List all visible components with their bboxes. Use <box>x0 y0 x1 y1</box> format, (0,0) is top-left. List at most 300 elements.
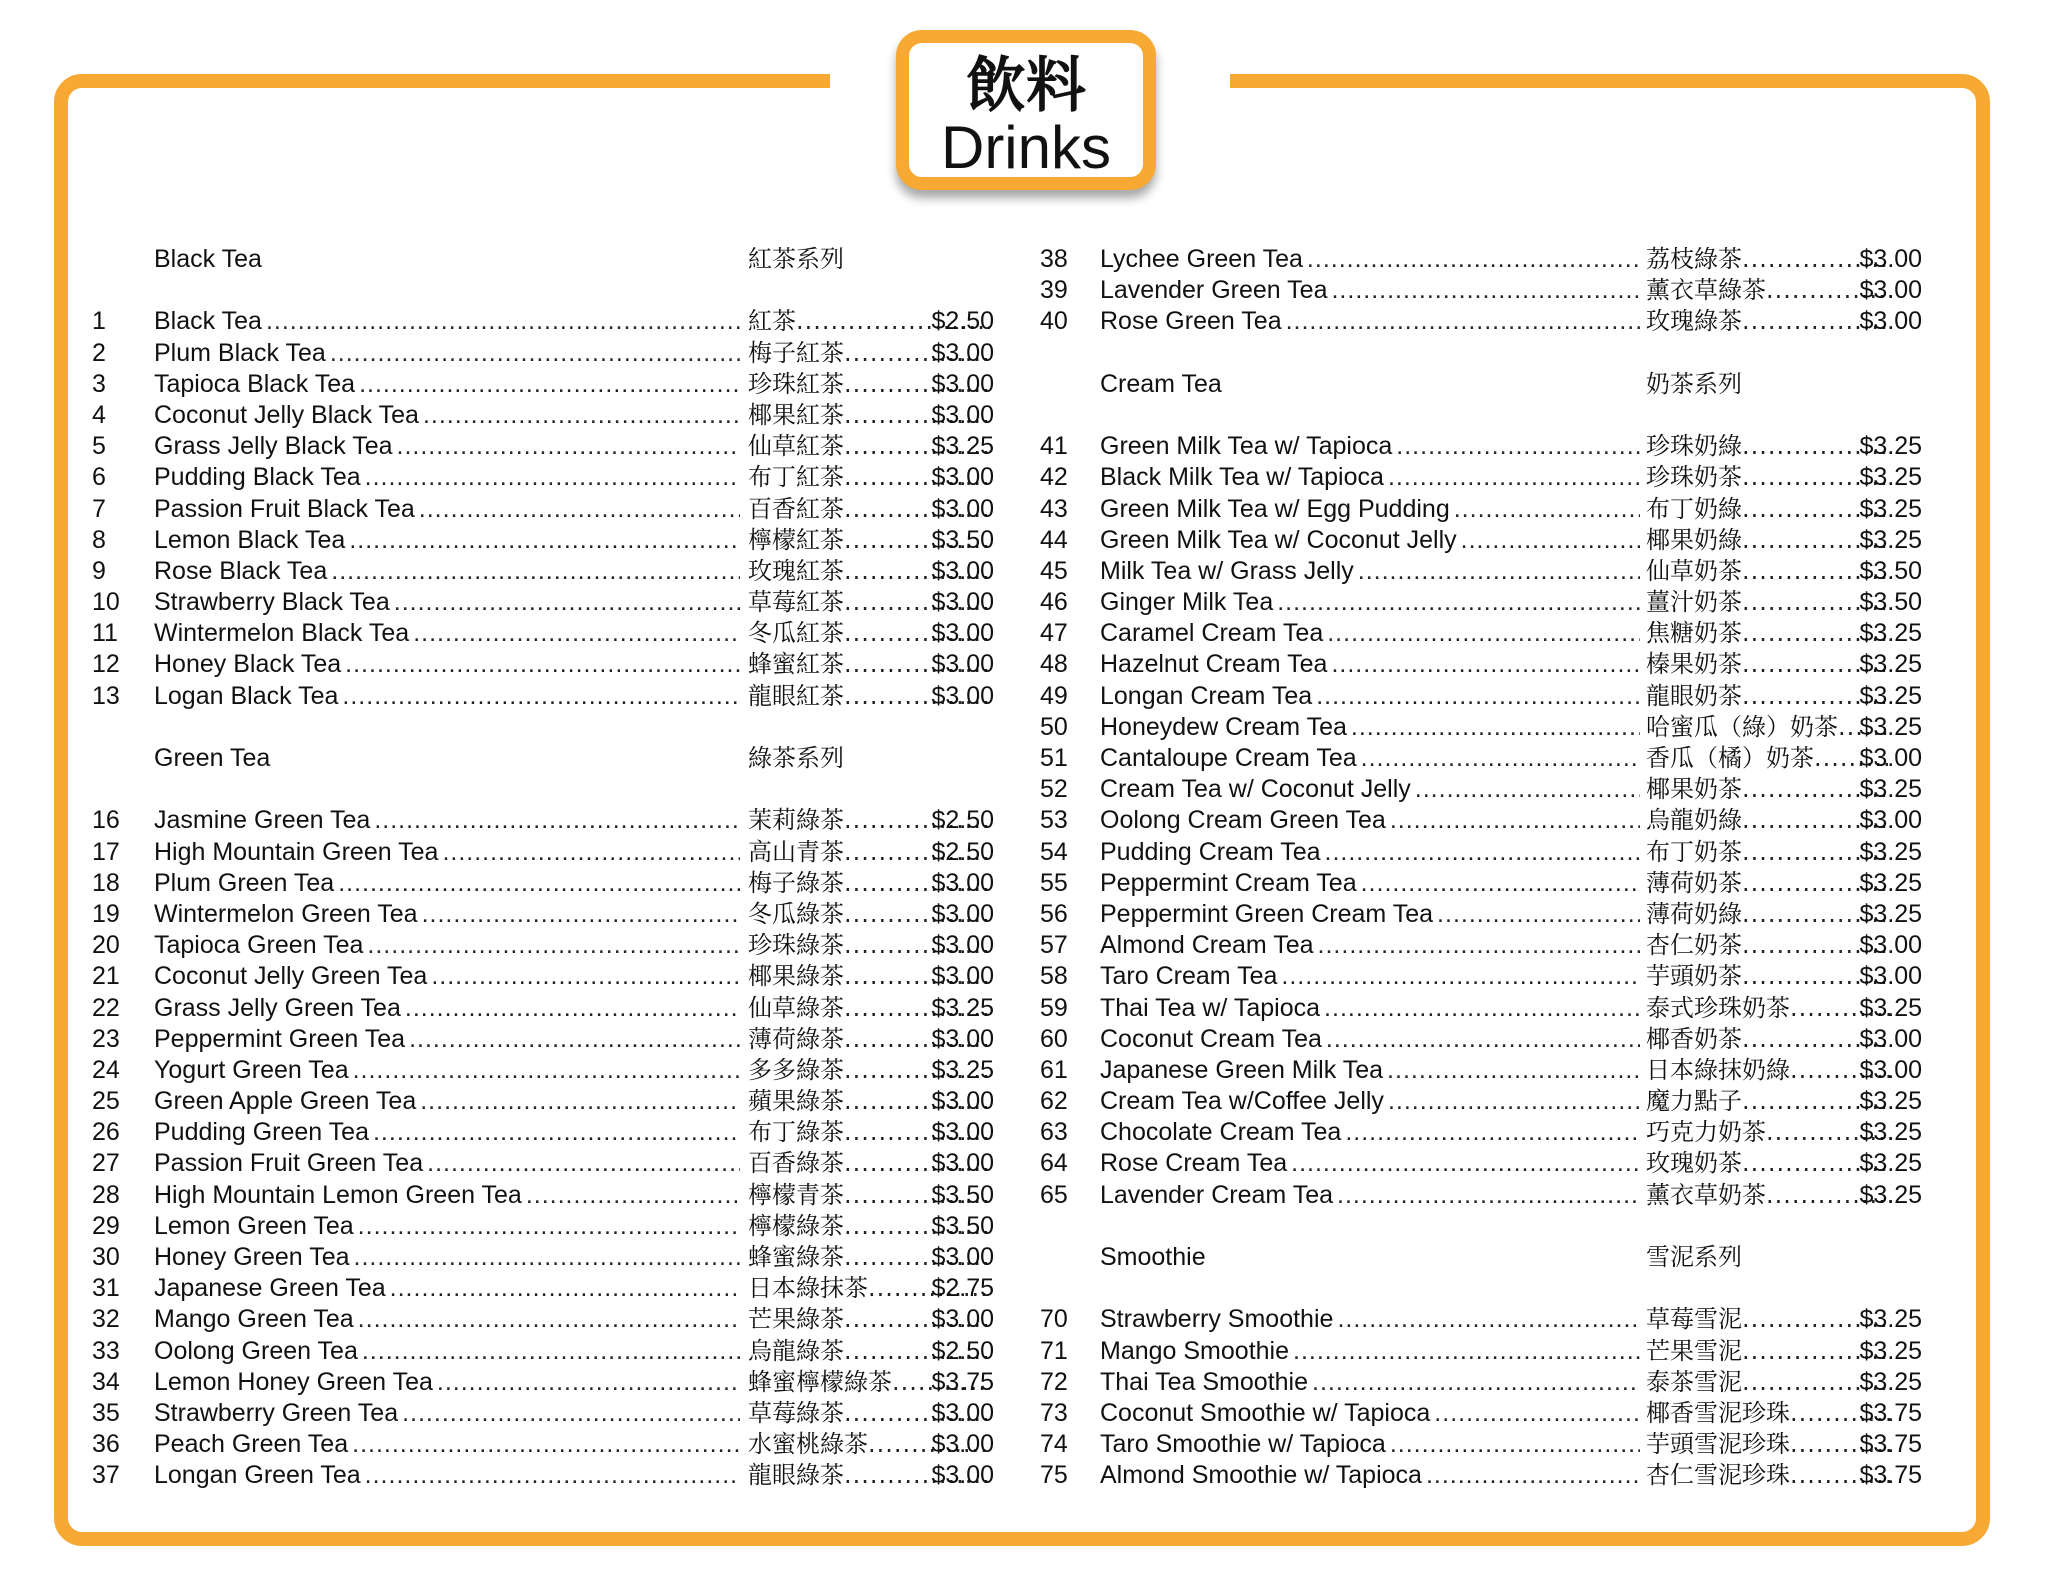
item-name: High Mountain Green Tea <box>154 837 439 866</box>
section-header <box>92 244 982 306</box>
item-name-with-leader <box>154 1336 740 1367</box>
item-number: 48 <box>1040 650 1068 679</box>
dot-leader <box>362 1336 740 1367</box>
item-name-with-leader <box>1100 431 1640 462</box>
item-chinese-name: 龍眼紅茶 <box>748 681 844 710</box>
item-name: Logan Black Tea <box>154 681 339 710</box>
item-chinese-with-leader <box>1646 868 1892 899</box>
menu-item <box>92 306 994 337</box>
item-name-with-leader <box>1100 1336 1640 1367</box>
item-chinese-name: 魔力點子 <box>1646 1087 1742 1116</box>
item-chinese-name: 椰果紅茶 <box>748 400 844 429</box>
item-name: Strawberry Green Tea <box>154 1398 399 1427</box>
section-title-chinese: 綠茶系列 <box>748 744 844 773</box>
item-name-with-leader <box>1100 1429 1640 1460</box>
item-price: $3.25 <box>1859 775 1922 804</box>
item-price: $3.00 <box>931 463 994 492</box>
menu-item <box>92 1117 994 1148</box>
item-chinese-name: 椰果奶茶 <box>1646 775 1742 804</box>
item-chinese-with-leader <box>1646 618 1892 649</box>
item-price: $3.00 <box>1859 1055 1922 1084</box>
item-name-with-leader <box>1100 275 1640 306</box>
item-number: 50 <box>1040 712 1068 741</box>
item-chinese-name: 珍珠綠茶 <box>748 931 844 960</box>
item-chinese-name: 哈蜜瓜（綠）奶茶 <box>1646 712 1838 741</box>
item-name-with-leader <box>154 525 740 556</box>
item-number: 55 <box>1040 868 1068 897</box>
item-chinese-name: 薄荷綠茶 <box>748 1024 844 1053</box>
item-name-with-leader <box>154 805 740 836</box>
item-chinese-name: 烏龍綠茶 <box>748 1336 844 1365</box>
item-chinese-name: 百香綠茶 <box>748 1149 844 1178</box>
item-price: $3.00 <box>1859 307 1922 336</box>
item-number: 10 <box>92 588 120 617</box>
item-chinese-with-leader <box>1646 1180 1892 1211</box>
item-price: $3.00 <box>931 1087 994 1116</box>
item-name: Rose Green Tea <box>1100 307 1282 336</box>
item-number: 36 <box>92 1430 120 1459</box>
item-chinese-name: 薄荷奶茶 <box>1646 868 1742 897</box>
item-chinese-name: 玫瑰奶茶 <box>1646 1149 1742 1178</box>
item-number: 8 <box>92 525 106 554</box>
dot-leader <box>1291 1148 1640 1179</box>
menu-item <box>1040 1180 1940 1211</box>
item-name: Cream Tea w/Coffee Jelly <box>1100 1087 1384 1116</box>
dot-leader <box>427 1148 740 1179</box>
dot-leader <box>1437 899 1640 930</box>
item-price: $2.75 <box>931 1274 994 1303</box>
item-chinese-name: 冬瓜綠茶 <box>748 899 844 928</box>
item-name: Mango Smoothie <box>1100 1336 1290 1365</box>
dot-leader <box>1327 618 1640 649</box>
menu-item <box>1040 774 1940 805</box>
item-chinese-with-leader <box>1646 462 1892 493</box>
item-name-with-leader <box>1100 1367 1640 1398</box>
item-chinese-name: 布丁紅茶 <box>748 463 844 492</box>
item-chinese-name: 榛果奶茶 <box>1646 650 1742 679</box>
item-chinese-name: 仙草紅茶 <box>748 432 844 461</box>
dot-leader <box>1426 1460 1640 1491</box>
menu-item <box>1040 1117 1940 1148</box>
item-name: Caramel Cream Tea <box>1100 619 1324 648</box>
item-name: Ginger Milk Tea <box>1100 588 1274 617</box>
menu-item <box>1040 1148 1940 1179</box>
menu-item <box>1040 275 1940 306</box>
item-name: Pudding Cream Tea <box>1100 837 1321 866</box>
item-price: $3.25 <box>1859 432 1922 461</box>
item-number: 6 <box>92 463 106 492</box>
dot-leader <box>405 993 740 1024</box>
item-chinese-name: 芋頭雪泥珍珠 <box>1646 1430 1790 1459</box>
item-chinese-with-leader <box>1646 930 1892 961</box>
dot-leader <box>1337 1304 1640 1335</box>
menu-item <box>1040 1086 1940 1117</box>
menu-item <box>92 1398 994 1429</box>
item-number: 27 <box>92 1149 120 1178</box>
item-price: $3.00 <box>1859 931 1922 960</box>
section-header <box>1040 1242 1940 1304</box>
dot-leader <box>1361 743 1640 774</box>
item-name-with-leader <box>1100 712 1640 743</box>
item-chinese-name: 珍珠紅茶 <box>748 369 844 398</box>
item-chinese-with-leader <box>1646 556 1892 587</box>
item-name: Almond Smoothie w/ Tapioca <box>1100 1461 1422 1490</box>
item-chinese-with-leader <box>1646 275 1892 306</box>
menu-item <box>92 961 994 992</box>
menu-item <box>92 556 994 587</box>
item-name-with-leader <box>154 837 740 868</box>
item-chinese-with-leader <box>1646 805 1892 836</box>
item-name-with-leader <box>1100 1148 1640 1179</box>
item-number: 51 <box>1040 744 1068 773</box>
item-name: Black Tea <box>154 307 262 336</box>
menu-column-right <box>1040 244 1940 1492</box>
item-name-with-leader <box>154 1180 740 1211</box>
menu-item <box>92 1242 994 1273</box>
item-name-with-leader <box>1100 587 1640 618</box>
menu-item <box>1040 1367 1940 1398</box>
item-number: 74 <box>1040 1430 1068 1459</box>
dot-leader <box>1286 306 1640 337</box>
item-name-with-leader <box>1100 1398 1640 1429</box>
item-name-with-leader <box>154 899 740 930</box>
item-name-with-leader <box>1100 462 1640 493</box>
item-name: Passion Fruit Black Tea <box>154 494 415 523</box>
item-name-with-leader <box>154 1460 740 1491</box>
item-name: Longan Green Tea <box>154 1461 361 1490</box>
dot-leader <box>373 1117 740 1148</box>
menu-item <box>92 1086 994 1117</box>
item-chinese-with-leader <box>1646 1336 1892 1367</box>
item-price: $3.25 <box>1859 494 1922 523</box>
item-name-with-leader <box>1100 618 1640 649</box>
item-price: $3.75 <box>1859 1461 1922 1490</box>
item-number: 25 <box>92 1087 120 1116</box>
item-chinese-name: 蘋果綠茶 <box>748 1087 844 1116</box>
item-number: 35 <box>92 1398 120 1427</box>
item-price: $2.50 <box>931 1336 994 1365</box>
item-name: Lavender Green Tea <box>1100 276 1328 305</box>
item-price: $3.00 <box>931 1118 994 1147</box>
item-chinese-name: 蜂蜜檸檬綠茶 <box>748 1367 892 1396</box>
item-name: Honey Green Tea <box>154 1243 350 1272</box>
item-chinese-with-leader <box>1646 306 1892 337</box>
item-chinese-name: 草莓綠茶 <box>748 1398 844 1427</box>
menu-item <box>92 681 994 712</box>
dot-leader <box>1351 712 1640 743</box>
item-chinese-with-leader <box>1646 837 1892 868</box>
item-chinese-with-leader <box>1646 525 1892 556</box>
dot-leader <box>1307 244 1640 275</box>
item-chinese-name: 椰香奶茶 <box>1646 1024 1742 1053</box>
item-chinese-with-leader <box>1646 1460 1892 1491</box>
item-name: Peach Green Tea <box>154 1430 349 1459</box>
item-name-with-leader <box>1100 1024 1640 1055</box>
item-price: $2.50 <box>931 837 994 866</box>
item-price: $3.00 <box>1859 962 1922 991</box>
dot-leader <box>1331 649 1640 680</box>
item-price: $3.00 <box>931 556 994 585</box>
item-price: $3.00 <box>1859 245 1922 273</box>
item-number: 13 <box>92 681 120 710</box>
item-chinese-with-leader <box>1646 743 1892 774</box>
item-price: $3.25 <box>1859 1180 1922 1209</box>
menu-item <box>1040 712 1940 743</box>
menu-item <box>92 494 994 525</box>
item-chinese-with-leader <box>1646 712 1892 743</box>
item-name-with-leader <box>1100 899 1640 930</box>
item-number: 18 <box>92 868 120 897</box>
section-title-english: Cream Tea <box>1100 369 1222 398</box>
menu-item <box>92 1211 994 1242</box>
item-chinese-name: 梅子綠茶 <box>748 868 844 897</box>
item-price: $3.25 <box>1859 1118 1922 1147</box>
dot-leader <box>1325 837 1640 868</box>
item-price: $3.25 <box>1859 463 1922 492</box>
dot-leader <box>1331 275 1640 306</box>
item-price: $3.25 <box>931 432 994 461</box>
item-name-with-leader <box>1100 244 1640 275</box>
item-name-with-leader <box>154 1086 740 1117</box>
dot-leader <box>1454 494 1640 525</box>
item-name: Honeydew Cream Tea <box>1100 712 1347 741</box>
section-title-english: Green Tea <box>154 744 271 773</box>
item-number: 30 <box>92 1243 120 1272</box>
item-price: $3.75 <box>1859 1398 1922 1427</box>
dot-leader <box>1277 587 1640 618</box>
item-name: Rose Black Tea <box>154 556 328 585</box>
item-chinese-name: 日本綠抹茶 <box>748 1274 868 1303</box>
item-name: Rose Cream Tea <box>1100 1149 1288 1178</box>
item-name: Almond Cream Tea <box>1100 931 1314 960</box>
item-price: $3.00 <box>931 899 994 928</box>
item-chinese-name: 薑汁奶茶 <box>1646 588 1742 617</box>
item-price: $3.25 <box>1859 1087 1922 1116</box>
item-chinese-name: 芒果綠茶 <box>748 1305 844 1334</box>
item-name-with-leader <box>154 494 740 525</box>
item-name-with-leader <box>154 961 740 992</box>
item-chinese-name: 日本綠抹奶綠 <box>1646 1055 1790 1084</box>
item-price: $3.25 <box>1859 712 1922 741</box>
item-name: Strawberry Smoothie <box>1100 1305 1334 1334</box>
menu-item <box>92 400 994 431</box>
dot-leader <box>390 1273 740 1304</box>
item-name-with-leader <box>1100 1086 1640 1117</box>
item-name: Coconut Jelly Green Tea <box>154 962 428 991</box>
menu-item <box>1040 525 1940 556</box>
item-name-with-leader <box>1100 774 1640 805</box>
item-price: $3.00 <box>931 1305 994 1334</box>
menu-item <box>92 930 994 961</box>
item-price: $3.25 <box>931 1055 994 1084</box>
dot-leader <box>397 431 740 462</box>
dot-leader <box>413 618 740 649</box>
menu-item <box>92 1460 994 1491</box>
dot-leader <box>1388 1086 1640 1117</box>
menu-item <box>1040 494 1940 525</box>
item-name: Plum Green Tea <box>154 868 335 897</box>
item-chinese-with-leader <box>1646 1086 1892 1117</box>
item-name: Wintermelon Green Tea <box>154 899 418 928</box>
item-name-with-leader <box>1100 1460 1640 1491</box>
menu-item <box>1040 462 1940 493</box>
menu-item <box>1040 681 1940 712</box>
item-number: 20 <box>92 931 120 960</box>
item-chinese-name: 仙草奶茶 <box>1646 556 1742 585</box>
section-title-chinese: 奶茶系列 <box>1646 369 1742 398</box>
item-number: 58 <box>1040 962 1068 991</box>
title-badge <box>896 30 1156 190</box>
menu-item <box>92 1024 994 1055</box>
item-price: $3.25 <box>1859 619 1922 648</box>
item-number: 53 <box>1040 806 1068 835</box>
item-chinese-name: 香瓜（橘）奶茶 <box>1646 744 1814 773</box>
item-name: Green Milk Tea w/ Coconut Jelly <box>1100 525 1457 554</box>
item-chinese-name: 蜂蜜綠茶 <box>748 1243 844 1272</box>
item-name-with-leader <box>1100 494 1640 525</box>
item-name: Milk Tea w/ Grass Jelly <box>1100 556 1354 585</box>
item-price: $3.25 <box>1859 650 1922 679</box>
item-number: 43 <box>1040 494 1068 523</box>
dot-leader <box>367 930 740 961</box>
item-name: Thai Tea w/ Tapioca <box>1100 993 1321 1022</box>
item-chinese-name: 龍眼綠茶 <box>748 1461 844 1490</box>
item-name: Black Milk Tea w/ Tapioca <box>1100 463 1384 492</box>
dot-leader <box>526 1180 740 1211</box>
item-name: Chocolate Cream Tea <box>1100 1118 1342 1147</box>
item-name: Peppermint Green Tea <box>154 1024 406 1053</box>
item-name-with-leader <box>154 306 740 337</box>
dot-leader <box>331 556 740 587</box>
dot-leader <box>374 805 740 836</box>
item-number: 57 <box>1040 931 1068 960</box>
item-name: Taro Smoothie w/ Tapioca <box>1100 1430 1386 1459</box>
item-price: $3.25 <box>1859 993 1922 1022</box>
menu-item <box>1040 743 1940 774</box>
dot-leader <box>1461 525 1640 556</box>
item-price: $3.00 <box>931 1461 994 1490</box>
item-name-with-leader <box>154 618 740 649</box>
dot-leader <box>365 462 740 493</box>
item-chinese-name: 芒果雪泥 <box>1646 1336 1742 1365</box>
item-chinese-name: 草莓雪泥 <box>1646 1305 1742 1334</box>
dot-leader <box>345 649 740 680</box>
item-number: 54 <box>1040 837 1068 866</box>
item-name-with-leader <box>1100 1304 1640 1335</box>
menu-item <box>1040 993 1940 1024</box>
item-chinese-with-leader <box>1646 1024 1892 1055</box>
item-price: $3.00 <box>931 868 994 897</box>
item-number: 49 <box>1040 681 1068 710</box>
item-name-with-leader <box>1100 930 1640 961</box>
menu-item <box>92 1148 994 1179</box>
item-name: Lemon Honey Green Tea <box>154 1367 433 1396</box>
menu-item <box>92 525 994 556</box>
title-english: Drinks <box>940 114 1111 181</box>
item-price: $3.25 <box>1859 1305 1922 1334</box>
item-name: Tapioca Black Tea <box>154 369 356 398</box>
item-name: Oolong Cream Green Tea <box>1100 806 1386 835</box>
item-name-with-leader <box>1100 556 1640 587</box>
item-number: 4 <box>92 400 106 429</box>
item-price: $3.00 <box>931 962 994 991</box>
item-name-with-leader <box>154 649 740 680</box>
item-number: 33 <box>92 1336 120 1365</box>
item-price: $3.25 <box>1859 1149 1922 1178</box>
section-title-chinese: 紅茶系列 <box>748 245 844 273</box>
dot-leader <box>402 1398 740 1429</box>
item-chinese-name: 杏仁奶茶 <box>1646 931 1742 960</box>
item-chinese-name: 檸檬紅茶 <box>748 525 844 554</box>
item-number: 63 <box>1040 1118 1068 1147</box>
item-name: High Mountain Lemon Green Tea <box>154 1180 522 1209</box>
item-number: 39 <box>1040 276 1068 305</box>
item-chinese-with-leader <box>1646 244 1892 275</box>
item-name-with-leader <box>154 681 740 712</box>
item-number: 52 <box>1040 775 1068 804</box>
item-name-with-leader <box>1100 868 1640 899</box>
item-number: 41 <box>1040 432 1068 461</box>
menu-item <box>92 649 994 680</box>
menu-item <box>92 899 994 930</box>
item-name: Green Milk Tea w/ Egg Pudding <box>1100 494 1450 523</box>
menu-item <box>1040 930 1940 961</box>
menu-item <box>1040 1460 1940 1491</box>
menu-item <box>1040 961 1940 992</box>
menu-item <box>92 1336 994 1367</box>
item-number: 26 <box>92 1118 120 1147</box>
section-title-english: Smoothie <box>1100 1243 1206 1272</box>
item-chinese-name: 布丁奶茶 <box>1646 837 1742 866</box>
item-chinese-with-leader <box>1646 681 1892 712</box>
item-price: $3.50 <box>931 525 994 554</box>
item-chinese-name: 布丁綠茶 <box>748 1118 844 1147</box>
menu-item <box>92 462 994 493</box>
item-name-with-leader <box>154 993 740 1024</box>
item-name: Jasmine Green Tea <box>154 806 371 835</box>
item-price: $3.00 <box>931 494 994 523</box>
menu-item <box>92 338 994 369</box>
item-name-with-leader <box>154 1024 740 1055</box>
item-name-with-leader <box>154 431 740 462</box>
item-price: $3.00 <box>1859 744 1922 773</box>
item-name: Mango Green Tea <box>154 1305 354 1334</box>
menu-item <box>92 431 994 462</box>
dot-leader <box>1396 431 1640 462</box>
dot-leader <box>1316 681 1640 712</box>
item-price: $3.00 <box>931 588 994 617</box>
dot-leader <box>1326 1024 1640 1055</box>
item-name-with-leader <box>154 1429 740 1460</box>
dot-leader <box>1358 556 1640 587</box>
item-number: 70 <box>1040 1305 1068 1334</box>
item-chinese-name: 薄荷奶綠 <box>1646 899 1742 928</box>
item-price: $3.00 <box>931 1430 994 1459</box>
dot-leader <box>409 1024 740 1055</box>
menu-item <box>1040 899 1940 930</box>
item-chinese-name: 檸檬綠茶 <box>748 1211 844 1240</box>
dot-leader <box>359 369 740 400</box>
item-name: Yogurt Green Tea <box>154 1055 349 1084</box>
item-name-with-leader <box>154 1211 740 1242</box>
item-chinese-name: 椰果奶綠 <box>1646 525 1742 554</box>
item-number: 3 <box>92 369 106 398</box>
item-number: 22 <box>92 993 120 1022</box>
item-chinese-with-leader <box>1646 1367 1892 1398</box>
dot-leader <box>353 1055 740 1086</box>
item-number: 9 <box>92 556 106 585</box>
item-chinese-name: 椰香雪泥珍珠 <box>1646 1398 1790 1427</box>
